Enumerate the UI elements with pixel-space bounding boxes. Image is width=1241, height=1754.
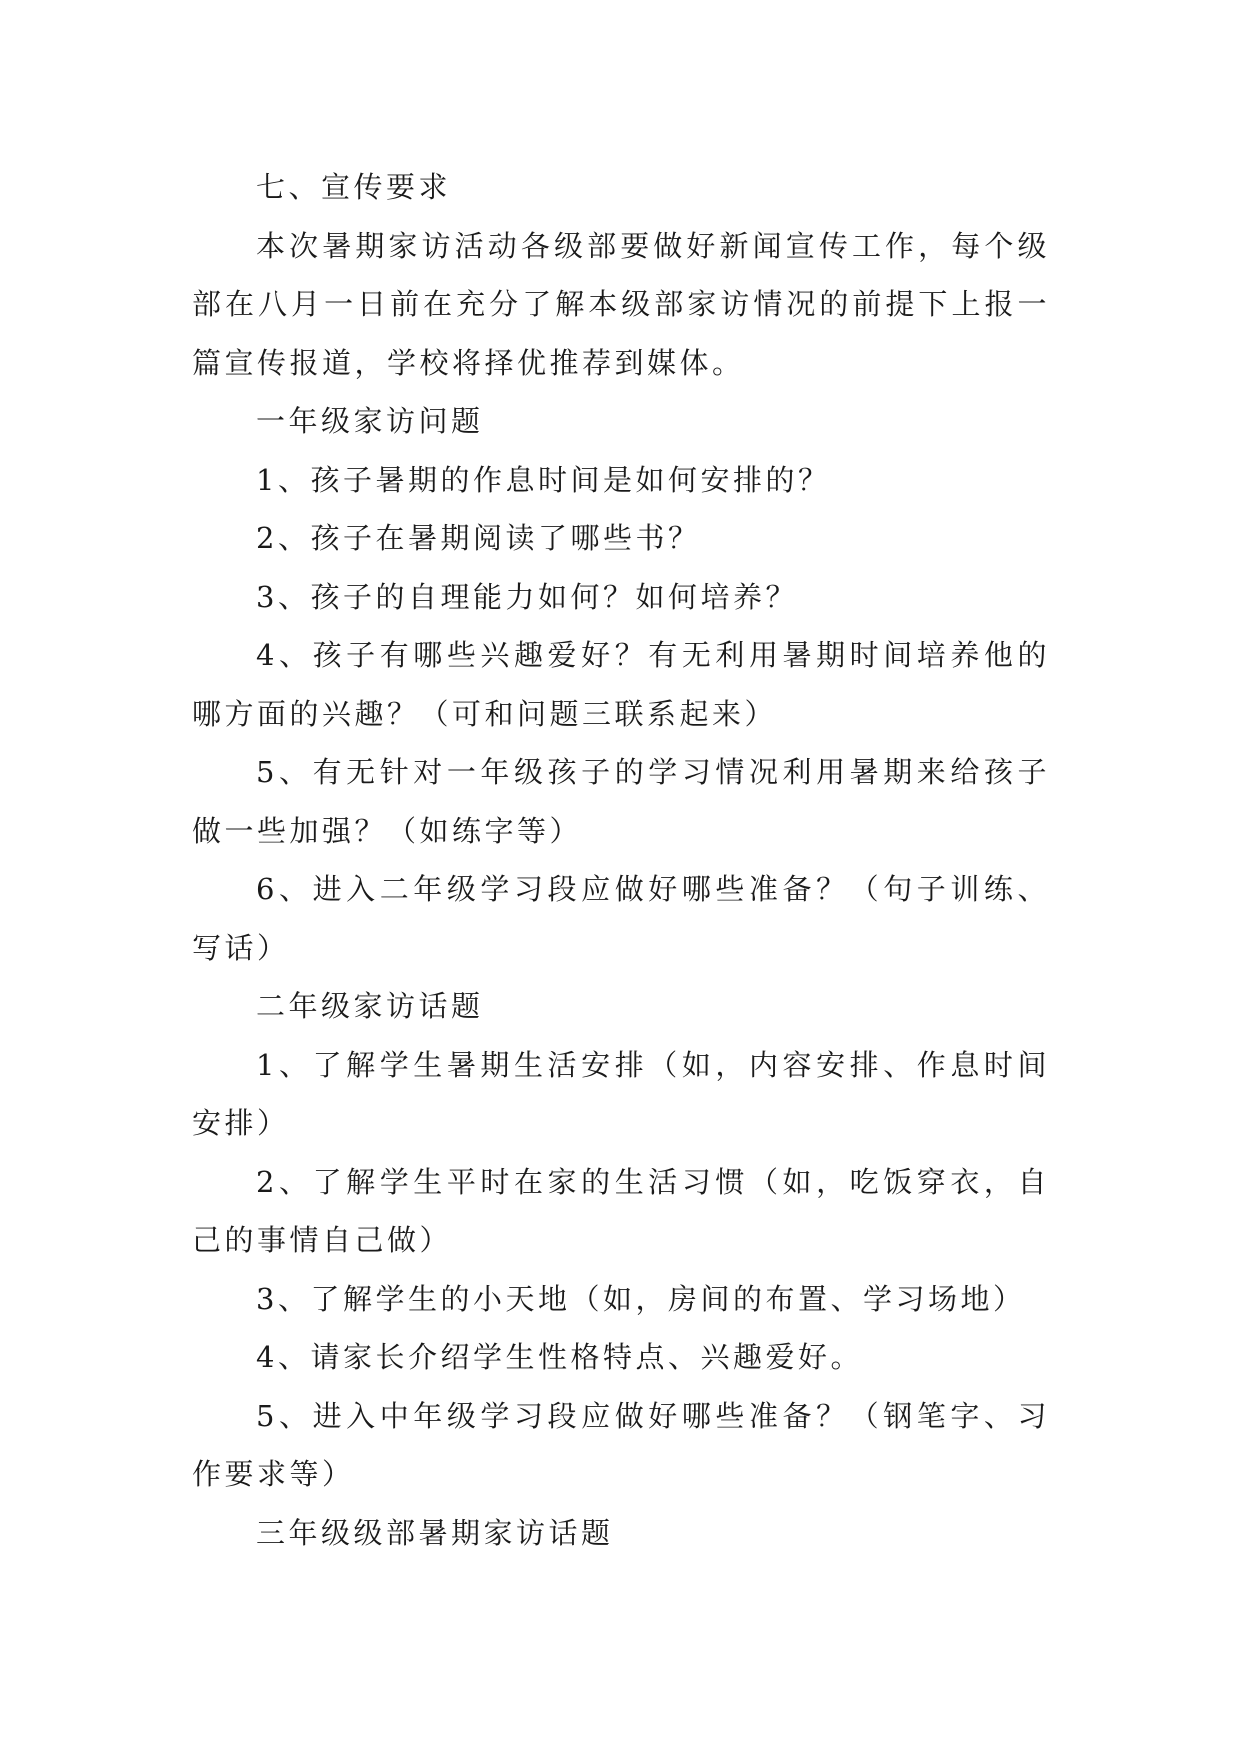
grade-one-item-5: 5、有无针对一年级孩子的学习情况利用暑期来给孩子做一些加强？（如练字等） <box>192 755 1050 848</box>
grade-two-item-1: 1、了解学生暑期生活安排（如，内容安排、作息时间安排） <box>192 1047 1050 1140</box>
grade-one-heading: 一年级家访问题 <box>256 404 484 438</box>
section-heading-publicity: 七、宣传要求 <box>256 170 452 204</box>
grade-two-item-3: 3、了解学生的小天地（如，房间的布置、学习场地） <box>256 1281 1026 1316</box>
grade-three-heading: 三年级级部暑期家访话题 <box>256 1515 614 1550</box>
grade-one-item-6: 6、进入二年级学习段应做好哪些准备？（句子训练、写话） <box>192 872 1050 965</box>
publicity-paragraph: 本次暑期家访活动各级部要做好新闻宣传工作，每个级部在八月一日前在充分了解本级部家访情况的前提下上报一篇宣传报道，学校将择优推荐到媒体。 <box>192 228 1050 380</box>
grade-two-heading: 二年级家访话题 <box>256 989 484 1023</box>
grade-one-item-2: 2、孩子在暑期阅读了哪些书？ <box>256 521 701 555</box>
document-body <box>192 158 1050 1562</box>
grade-one-item-3: 3、孩子的自理能力如何？如何培养？ <box>256 579 798 614</box>
grade-two-item-5: 5、进入中年级学习段应做好哪些准备？（钢笔字、习作要求等） <box>192 1398 1050 1491</box>
grade-two-item-2: 2、了解学生平时在家的生活习惯（如，吃饭穿衣，自己的事情自己做） <box>192 1164 1050 1257</box>
grade-one-item-1: 1、孩子暑期的作息时间是如何安排的？ <box>256 462 831 497</box>
grade-two-item-4: 4、请家长介绍学生性格特点、兴趣爱好。 <box>256 1340 863 1374</box>
grade-one-item-4: 4、孩子有哪些兴趣爱好？有无利用暑期时间培养他的哪方面的兴趣？（可和问题三联系起来） <box>192 638 1050 731</box>
